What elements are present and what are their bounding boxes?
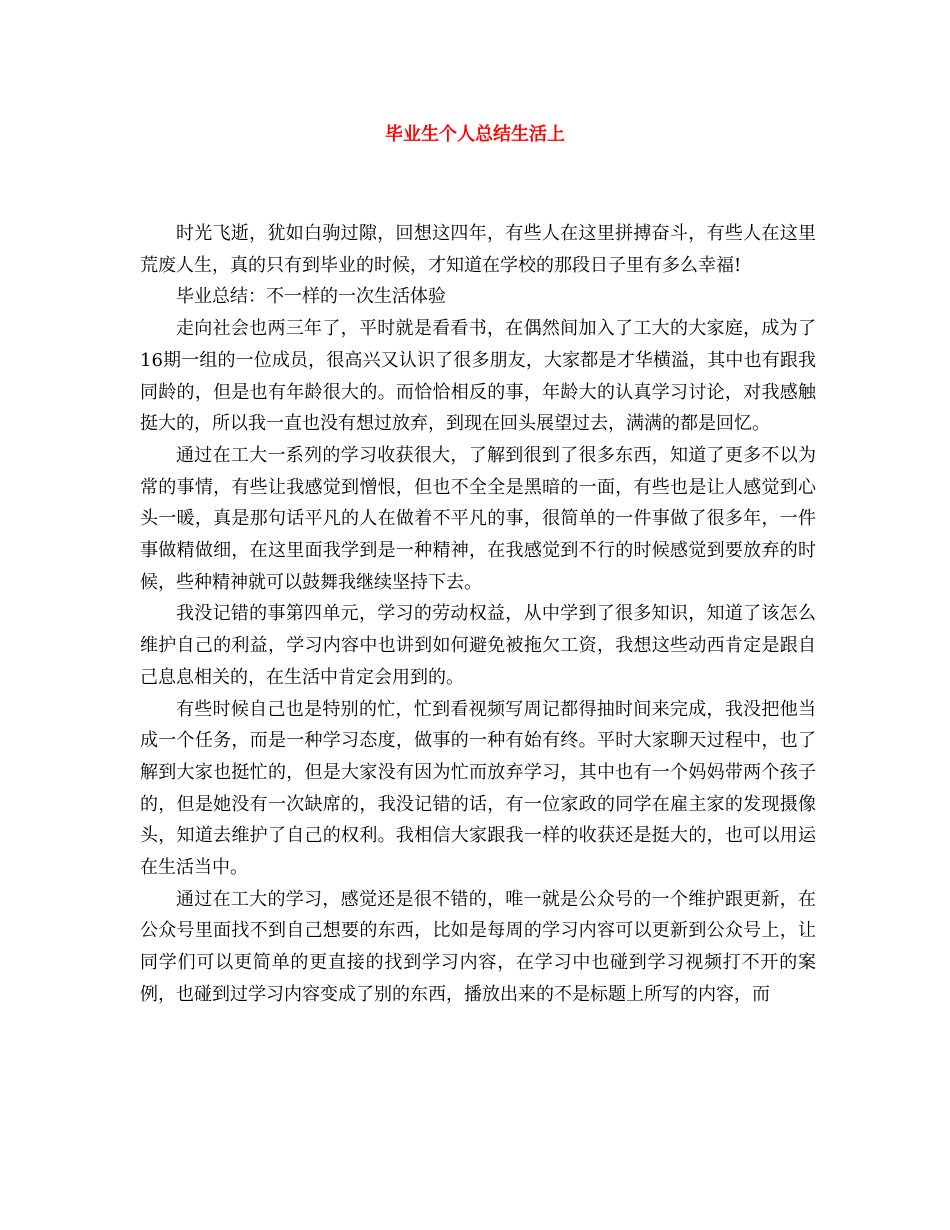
paragraph-feedback: 通过在工大的学习，感觉还是很不错的，唯一就是公众号的一个维护跟更新，在公众号里面找不到自己想要的东西，比如是每周的学习内容可以更新到公众号上，让同学们可以更简单的更直接的找到学习内容，在学习中也碰到学习视频打不开的案例，也碰到过学习内容变成了别的东西，播放出来的不是标题上所写的内容，而 [140, 888, 816, 1005]
paragraph-intro: 时光飞逝，犹如白驹过隙，回想这四年，有些人在这里拼搏奋斗，有些人在这里荒废人生，真的只有到毕业的时候，才知道在学校的那段日子里有多么幸福! [140, 223, 816, 276]
document-title: 毕业生个人总结生活上 [385, 124, 565, 145]
paragraph-labor-rights: 我没记错的事第四单元，学习的劳动权益，从中学到了很多知识，知道了该怎么维护自己的利益，学习内容中也讲到如何避免被拖欠工资，我想这些动西肯定是跟自己息息相关的，在生活中肯定会用到的。 [140, 603, 816, 688]
paragraph-busy-time: 有些时候自己也是特别的忙，忙到看视频写周记都得抽时间来完成，我没把他当成一个任务，而是一种学习态度，做事的一种有始有终。平时大家聊天过程中，也了解到大家也挺忙的，但是大家没有因为忙而放弃学习，其中也有一个妈妈带两个孩子的，但是她没有一次缺席的，我没记错的话，有一位家政的同学在雇主家的发现摄像头，知道去维护了自己的权利。我相信大家跟我一样的收获还是挺大的，也可以用运在生活当中。 [140, 698, 816, 879]
paragraph-learning-gains: 通过在工大一系列的学习收获很大，了解到很到了很多东西，知道了更多不以为常的事情，有些让我感觉到憎恨，但也不全全是黑暗的一面，有些也是让人感觉到心头一暖，真是那句话平凡的人在做着不平凡的事，很简单的一件事做了很多年，一件事做精做细，在这里面我学到是一种精神，在我感觉到不行的时候感觉到要放弃的时候，些种精神就可以鼓舞我继续坚持下去。 [140, 444, 816, 593]
paragraph-heading: 毕业总结：不一样的一次生活体验 [176, 286, 446, 308]
document-body [140, 218, 816, 1011]
paragraph-society: 走向社会也两三年了，平时就是看看书，在偶然间加入了工大的大家庭，成为了16期一组的一位成员，很高兴又认识了很多朋友，大家都是才华横溢，其中也有跟我同龄的，但是也有年龄很大的。而恰恰相反的事，年龄大的认真学习讨论，对我感触挺大的，所以我一直也没有想过放弃，到现在回头展望过去，满满的都是回忆。 [140, 318, 816, 435]
